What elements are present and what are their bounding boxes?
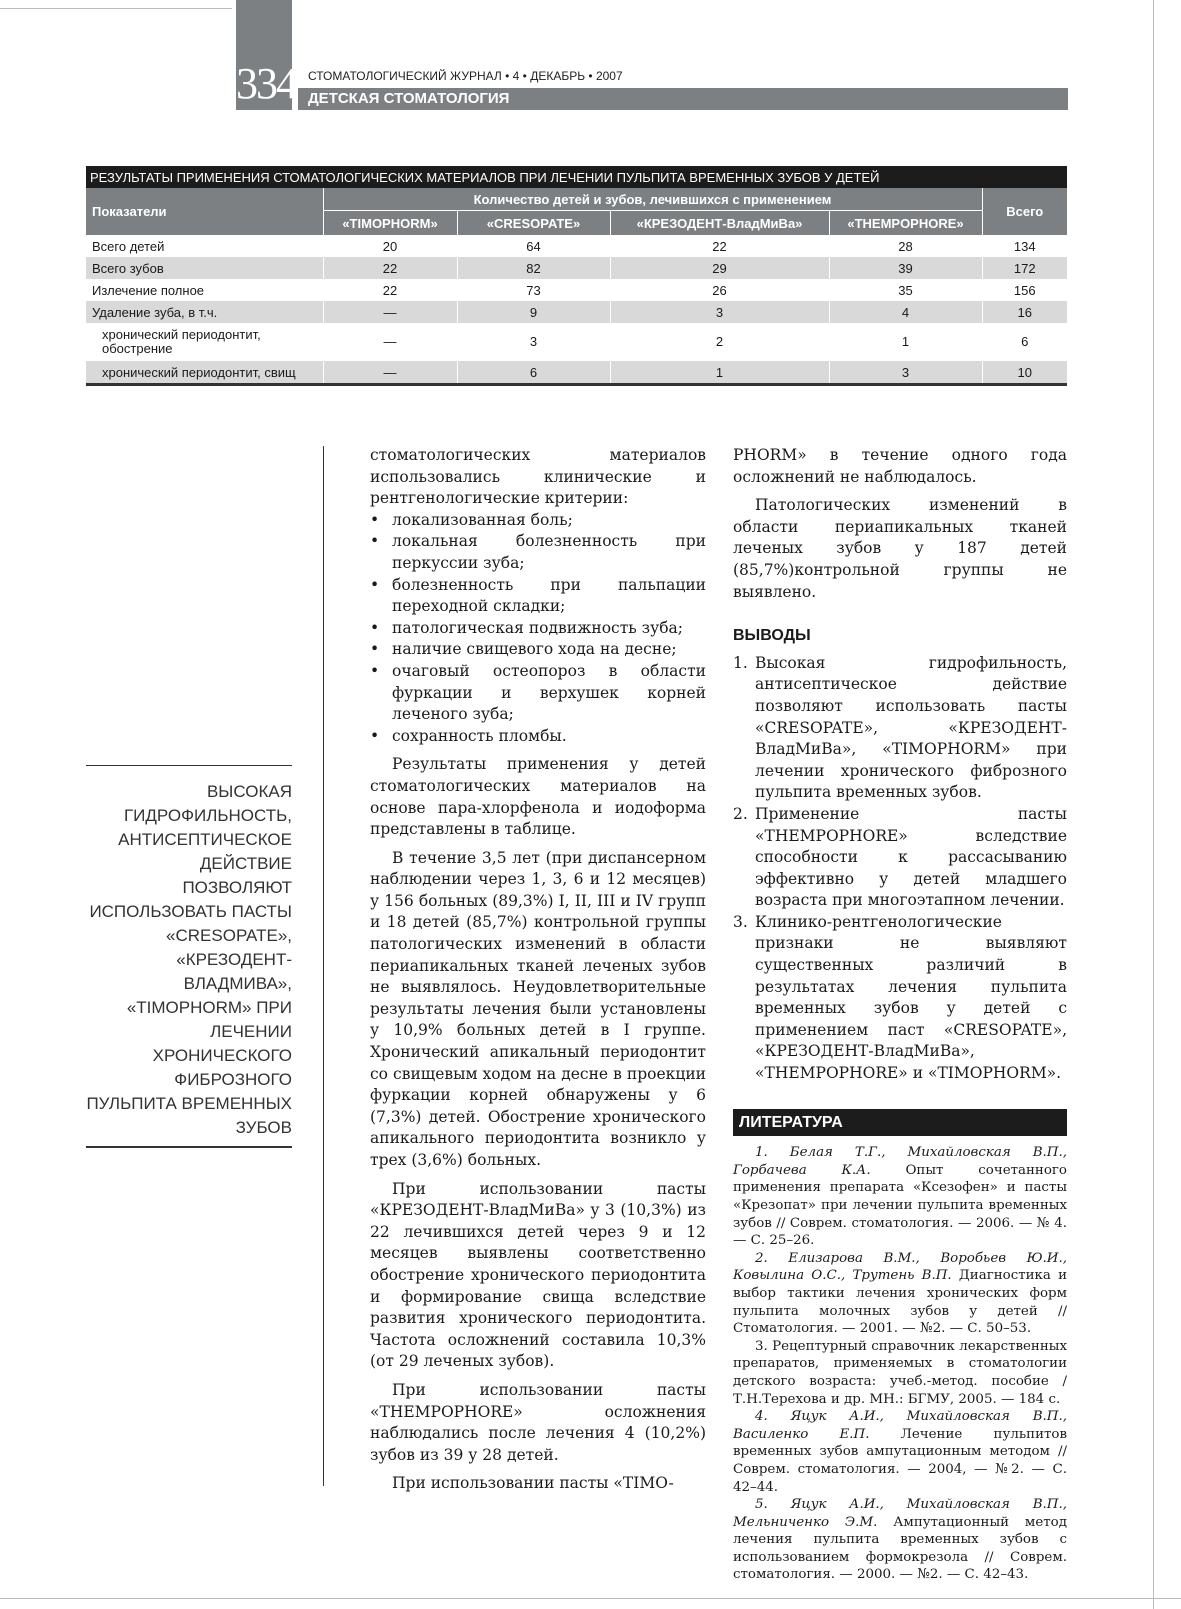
list-text: Высокая гидрофильность, антисептическое действие позволяют использовать пасты «CRESOPATE», «КРЕЗОДЕНТ-ВладМиВа», «TIMOPHORM» при лечении хронического фиброзного пульпита временных зубов. — [755, 653, 1067, 802]
cell: 172 — [982, 257, 1067, 279]
cell: 22 — [323, 279, 457, 301]
ref-text: Ампутационный метод лечения пульпита временных зубов с использованием формокрезола // Соврем. стоматология. — 2000. — №2. — С. 42–43. — [733, 1514, 1067, 1583]
reference — [733, 1338, 1067, 1408]
cell: 9 — [457, 301, 610, 323]
list-item: • локальная болезненность при перкуссии зуба; — [392, 531, 706, 574]
table-header-material: «КРЕЗОДЕНТ-ВладМиВа» — [610, 211, 829, 236]
ref-authors: 2. Елизарова В.М., Воробьев Ю.И., Ковылина О.С., Трутень В.П. — [733, 1250, 1067, 1284]
table-row — [86, 257, 1067, 279]
table-caption: РЕЗУЛЬТАТЫ ПРИМЕНЕНИЯ СТОМАТОЛОГИЧЕСКИХ МАТЕРИАЛОВ ПРИ ЛЕЧЕНИИ ПУЛЬПИТА ВРЕМЕННЫХ ЗУБОВ У ДЕТЕЙ — [86, 166, 1067, 188]
cell: 20 — [323, 235, 457, 257]
cell: 1 — [829, 323, 982, 361]
cell: 134 — [982, 235, 1067, 257]
reference — [733, 1496, 1067, 1584]
list-text: Клинико-рентгенологические признаки не выявляют существенных различий в результатах лечения пульпита временных зубов у детей с применением паст «CRESOPATE», «КРЕЗОДЕНТ-ВладМиВа», «THEMPOPHORE» и «TIMOPHORM». — [755, 912, 1067, 1083]
table-header-total: Всего — [982, 188, 1067, 235]
cell: 29 — [610, 257, 829, 279]
ref-authors: 5. Яцук А.И., Михайловская В.П., Мельниченко Э.М. — [733, 1497, 1067, 1530]
table-header-indicators: Показатели — [86, 188, 323, 235]
reference — [733, 1250, 1067, 1338]
cell: 6 — [982, 323, 1067, 361]
row-label: Удаление зуба, в т.ч. — [86, 301, 323, 323]
cell: — — [323, 323, 457, 361]
literature-heading: ЛИТЕРАТУРА — [733, 1109, 1067, 1137]
trim-line-bottom — [0, 1598, 1181, 1599]
list-item: • локализованная боль; — [392, 510, 706, 532]
trim-line-right — [1153, 0, 1154, 1609]
table-row — [86, 235, 1067, 257]
ref-authors: 4. Яцук А.И., Михайловская В.П., Василенко Е.П. — [733, 1409, 1067, 1442]
list-item — [733, 804, 1067, 912]
list-number: 2. — [733, 804, 748, 823]
list-item: • патологическая подвижность зуба; — [392, 618, 706, 640]
cell: 3 — [457, 323, 610, 361]
cell: 39 — [829, 257, 982, 279]
conclusions-list — [733, 653, 1067, 1085]
cell: 22 — [323, 257, 457, 279]
table-header-material: «CRESOPATE» — [457, 211, 610, 236]
row-label: хронический периодонтит, свищ — [86, 361, 323, 385]
table-row — [86, 361, 1067, 385]
cell: 156 — [982, 279, 1067, 301]
paragraph: Патологических изменений в области периапикальных тканей леченых зубов у 187 детей (85,7%)контрольной группы не выявлено. — [733, 496, 1067, 601]
table-row — [86, 323, 1067, 361]
table-header-group: Количество детей и зубов, лечившихся с применением — [323, 188, 982, 211]
reference — [733, 1408, 1067, 1496]
cell: — — [323, 361, 457, 385]
results-table — [86, 166, 1067, 386]
cell: 10 — [982, 361, 1067, 385]
list-item: • наличие свищевого хода на десне; — [392, 639, 706, 661]
journal-title: СТОМАТОЛОГИЧЕСКИЙ ЖУРНАЛ • 4 • ДЕКАБРЬ • 2007 — [308, 69, 623, 83]
ref-text: Опыт сочетанного применения препарата «Ксезофен» и пасты «Крезопат» при лечении пульпита временных зубов // Соврем. стоматология. — 2006. — № 4. — С. 25–26. — [733, 1162, 1067, 1249]
cell: 35 — [829, 279, 982, 301]
cell: 2 — [610, 323, 829, 361]
cell: 4 — [829, 301, 982, 323]
paragraph: PHORM» в течение одного года осложнений не наблюдалось. — [733, 446, 1067, 486]
paragraph: При использовании пасты «THEMPOPHORE» осложнения наблюдались после лечения 4 (10,2%) зубов из 39 у 28 детей. — [370, 1380, 706, 1464]
cell: 16 — [982, 301, 1067, 323]
cell: — — [323, 301, 457, 323]
ref-text: Диагностика и выбор тактики лечения хронических форм пульпита молочных зубов у детей // Стоматология. — 2001. — №2. — С. 50–53. — [733, 1268, 1067, 1337]
trim-line-top — [0, 8, 232, 9]
list-item — [733, 653, 1067, 804]
row-label: Всего зубов — [86, 257, 323, 279]
column-divider — [323, 446, 324, 1486]
row-label: Всего детей — [92, 238, 165, 254]
ref-authors: 1. Белая Т.Г., Михайловская В.П., Горбачева К.А. — [733, 1145, 1067, 1178]
cell: 1 — [610, 361, 829, 385]
text-column-right — [733, 445, 1067, 1584]
cell: 64 — [457, 235, 610, 257]
list-item: • очаговый остеопороз в области фуркации и верхушек корней леченого зуба; — [392, 661, 706, 726]
table-row — [86, 301, 1067, 323]
cell: 26 — [610, 279, 829, 301]
section-title: ДЕТСКАЯ СТОМАТОЛОГИЯ — [308, 90, 510, 107]
cell: 28 — [829, 235, 982, 257]
list-item: • сохранность пломбы. — [392, 726, 706, 748]
conclusions-heading: ВЫВОДЫ — [733, 627, 811, 645]
ref-text: 3. Рецептурный справочник лекарственных препаратов, применяемых в стоматологии детского возраста: учеб.-метод. пособие / Т.Н.Терехова и др. МН.: БГМУ, 2005. — 184 с. — [733, 1338, 1067, 1407]
cell: 6 — [457, 361, 610, 385]
ref-text: Лечение пульпитов временных зубов ампутационным методом // Соврем. стоматология. — 2004, — №2. — С. 42–44. — [733, 1426, 1068, 1495]
list-number: 1. — [733, 653, 748, 672]
list-text: Применение пасты «THEMPOPHORE» вследствие способности к рассасыванию эффективно у детей младшего возраста при многоэтапном лечении. — [755, 804, 1067, 910]
paragraph: стоматологических материалов использовались клинические и рентгенологические критерии: — [370, 446, 706, 508]
row-label: хронический периодонтит, обострение — [102, 327, 261, 356]
row-label: Излечение полное — [92, 282, 205, 298]
cell: 73 — [457, 279, 610, 301]
reference — [733, 1144, 1067, 1250]
table-row — [86, 279, 1067, 301]
cell: 82 — [457, 257, 610, 279]
paragraph: В течение 3,5 лет (при диспансерном наблюдении через 1, 3, 6 и 12 месяцев) у 156 больных (89,3%) I, II, III и IV групп и 18 детей (85,7%) контрольной группы патологических изменений в области периапикальных тканей леченых зубов не выявлялось. Неудовлетворительные результаты лечения были установлены у 10,9% больных детей в I группе. Хронический апикальный периодонтит со свищевым ходом на десне в проекции фуркации корней обнаружены у 6 (7,3%) детей. Обострение хронического апикального периодонтита возникло у трех (3,6%) больных. — [370, 848, 706, 1169]
text-column-middle — [370, 445, 706, 1495]
cell: 3 — [610, 301, 829, 323]
criteria-list — [370, 510, 706, 748]
pull-quote: ВЫСОКАЯ ГИДРОФИЛЬНОСТЬ, АНТИСЕПТИЧЕСКОЕ ДЕЙСТВИЕ ПОЗВОЛЯЮТ ИСПОЛЬЗОВАТЬ ПАСТЫ «CRESOPATE», «КРЕЗОДЕНТ-ВЛАДМИВА», «TIMOPHORM» ПРИ ЛЕЧЕНИИ ХРОНИЧЕСКОГО ФИБРОЗНОГО ПУЛЬПИТА ВРЕМЕННЫХ ЗУБОВ — [86, 765, 292, 1148]
references-list — [733, 1144, 1067, 1584]
cell: 22 — [610, 235, 829, 257]
list-number: 3. — [733, 912, 748, 931]
list-item: • болезненность при пальпации переходной складки; — [392, 575, 706, 618]
paragraph: При использовании пасты «КРЕЗОДЕНТ-ВладМиВа» у 3 (10,3%) из 22 лечившихся детей через 9 и 12 месяцев выявлены соответственно обострение хронического периодонтита и формирование свища вследствие развития хронического периодонтита. Частота осложнений составила 10,3% (от 29 леченых зубов). — [370, 1179, 706, 1371]
paragraph: При использовании пасты «TIMO- — [392, 1474, 674, 1493]
paragraph: Результаты применения у детей стоматологических материалов на основе пара-хлорфенола и иодоформа представлены в таблице. — [370, 755, 706, 839]
page-number: 334 — [236, 59, 296, 108]
cell: 3 — [829, 361, 982, 385]
table-header-material: «TIMOPHORM» — [323, 211, 457, 236]
list-item — [733, 912, 1067, 1085]
table-bottom-rule — [86, 385, 1067, 387]
table-header-material: «THEMPOPHORE» — [829, 211, 982, 236]
